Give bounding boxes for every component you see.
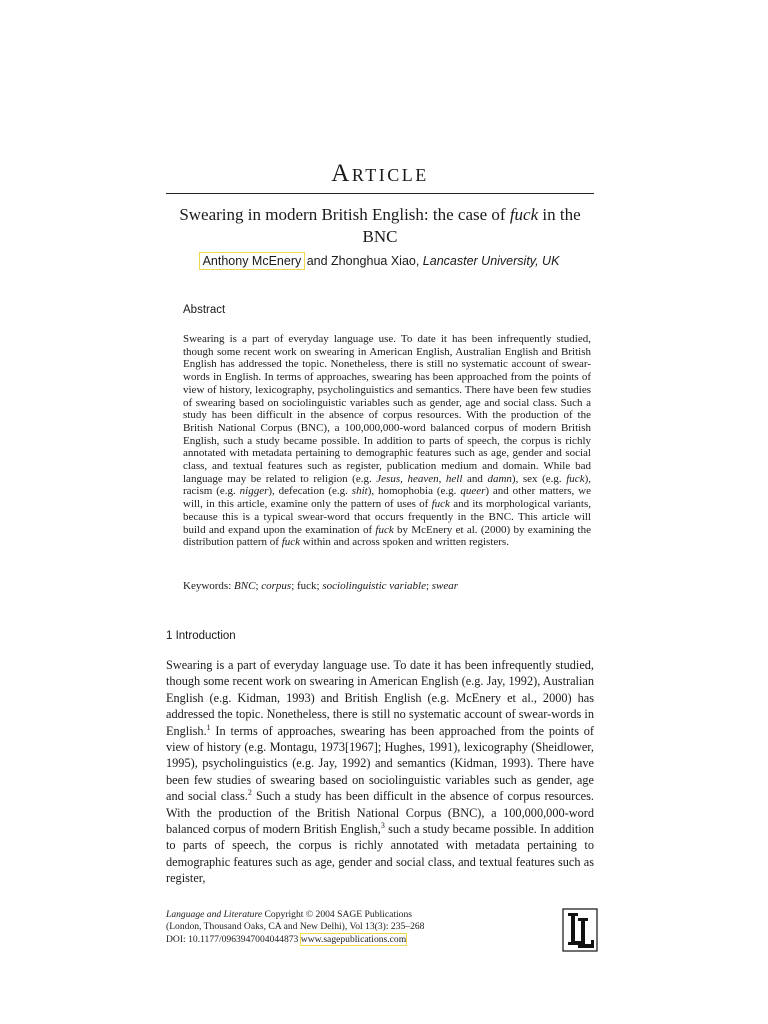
body-text: In terms of approaches, swearing has been approached from the points of view of history (e.g. Montagu, 1973[1967]; Hughes, 1991), lexicography (Sheidlower, 1995), psycholinguistics (e.g. Jay, 1992) and semantics (Kidman, 1993). There have been few studies of swearing based on sociolinguistic variables such as gender, age and social class. — [166, 723, 594, 804]
title-text-b: in the BNC — [362, 205, 581, 246]
article-kicker: Article — [331, 160, 429, 187]
footnote-marker[interactable]: 3 — [380, 820, 385, 830]
keyword: sociolinguistic variable — [322, 580, 426, 592]
abstract-text: ), racism (e.g. — [183, 472, 591, 498]
footer-line-3 — [166, 934, 466, 946]
example-word: heaven — [407, 472, 439, 485]
keyword-separator: ; fuck; — [291, 580, 323, 592]
abstract-body — [183, 333, 591, 549]
example-word: Jesus — [376, 472, 401, 485]
author-line — [166, 252, 594, 270]
abstract-text: , — [400, 472, 408, 485]
author-rest: and Zhonghua Xiao, — [303, 254, 423, 268]
example-word: fuck — [431, 498, 450, 511]
doi-text: DOI: 10.1177/0963947004044873 — [166, 933, 301, 945]
abstract-text: ) and other matters, we will, in this article, examine only the pattern of uses of — [183, 485, 591, 511]
abstract-text: ), sex (e.g. — [511, 472, 567, 485]
example-word: damn — [487, 472, 512, 485]
example-word: fuck — [566, 472, 585, 485]
footnote-marker[interactable]: 2 — [247, 788, 252, 798]
example-word: fuck — [375, 523, 394, 536]
abstract-text: ), homophobia (e.g. — [367, 485, 461, 498]
title-emphasis: fuck — [509, 205, 539, 224]
abstract-paragraph — [183, 333, 591, 549]
abstract-heading: Abstract — [183, 304, 226, 316]
body-paragraph — [166, 657, 594, 887]
keyword: swear — [431, 580, 459, 592]
example-word: shit — [351, 485, 368, 498]
abstract-text: Swearing is a part of everyday language use. To date it has been infrequently studied, though some recent work on swearing in American English, Australian English and British English has addressed the topic. Nonetheless, there is still no systematic account of swear-words in English. In terms of approaches, swearing has been approached from the points of view of history, lexicography, psycholinguistics and semantics. There have been few studies of swearing based on sociolinguistic variables such as gender, age and social class. Such a study has been difficult in the absence of corpus resources. With the production of the British National Corpus (BNC), a 100,000,000-word balanced corpus of modern British English, such a study became possible. In addition to parts of speech, the corpus is richly annotated with metadata pertaining to demographic features such as age, gender and social class, and textual features such as register, publication medium and domain. While bad language may be related to religion (e.g. — [183, 333, 591, 485]
footer-line-1 — [166, 909, 466, 921]
abstract-text: and its morphological variants, because this is a typical swear-word that occurs frequently in the BNC. This article will build and expand upon the examination of — [183, 498, 592, 536]
copyright-text: Copyright © 2004 SAGE Publications — [262, 909, 412, 920]
introduction-body — [166, 657, 594, 887]
abstract-text: ), defecation (e.g. — [268, 485, 352, 498]
keyword-separator: ; — [255, 580, 262, 592]
keyword: BNC — [234, 580, 256, 592]
body-text: Swearing is a part of everyday language use. To date it has been infrequently studied, though some recent work on swearing in American English (e.g. Jay, 1992), Australian English (e.g. Kidman, 1993) and British English (e.g. McEnery et al., 2000) has addressed the topic. Nonetheless, there is still no systematic account of swear-words in English. — [166, 658, 594, 738]
footnote-marker[interactable]: 1 — [206, 722, 211, 732]
abstract-text: , — [438, 472, 446, 485]
title-text-a: Swearing in modern British English: the case of — [179, 205, 510, 224]
affiliation: Lancaster University, UK — [422, 254, 560, 268]
example-word: queer — [460, 485, 486, 498]
example-word: nigger — [239, 485, 269, 498]
section-heading: 1 Introduction — [166, 630, 236, 642]
keywords-line — [183, 580, 591, 593]
body-text: Such a study has been difficult in the absence of corpus resources. With the production of the British National Corpus (BNC), a 100,000,000-word balanced corpus of modern British English, — [166, 789, 594, 837]
abstract-text: within and across spoken and written registers. — [300, 536, 509, 549]
page-footer — [166, 909, 466, 946]
example-word: hell — [445, 472, 463, 485]
article-title — [166, 204, 594, 248]
keyword: corpus — [261, 580, 292, 592]
journal-name: Language and Literature — [166, 909, 263, 920]
body-text: such a study became possible. In addition to parts of speech, the corpus is richly annotated with metadata pertaining to demographic features such as age, gender and social class, and textual features such as register, — [166, 822, 594, 886]
footer-line-2: (London, Thousand Oaks, CA and New Delhi), Vol 13(3): 235–268 — [166, 921, 425, 933]
abstract-text: and — [462, 472, 488, 485]
example-word: fuck — [281, 536, 301, 549]
publisher-url[interactable]: www.sagepublications.com — [300, 933, 407, 945]
header-rule — [166, 193, 594, 194]
author-link[interactable]: Anthony McEnery — [202, 254, 302, 268]
abstract-text: by McEnery et al. (2000) by examining the distribution pattern of — [183, 523, 591, 549]
keyword-separator: ; — [425, 580, 432, 592]
keywords-label: Keywords: — [183, 580, 235, 592]
journal-logo — [561, 908, 599, 952]
